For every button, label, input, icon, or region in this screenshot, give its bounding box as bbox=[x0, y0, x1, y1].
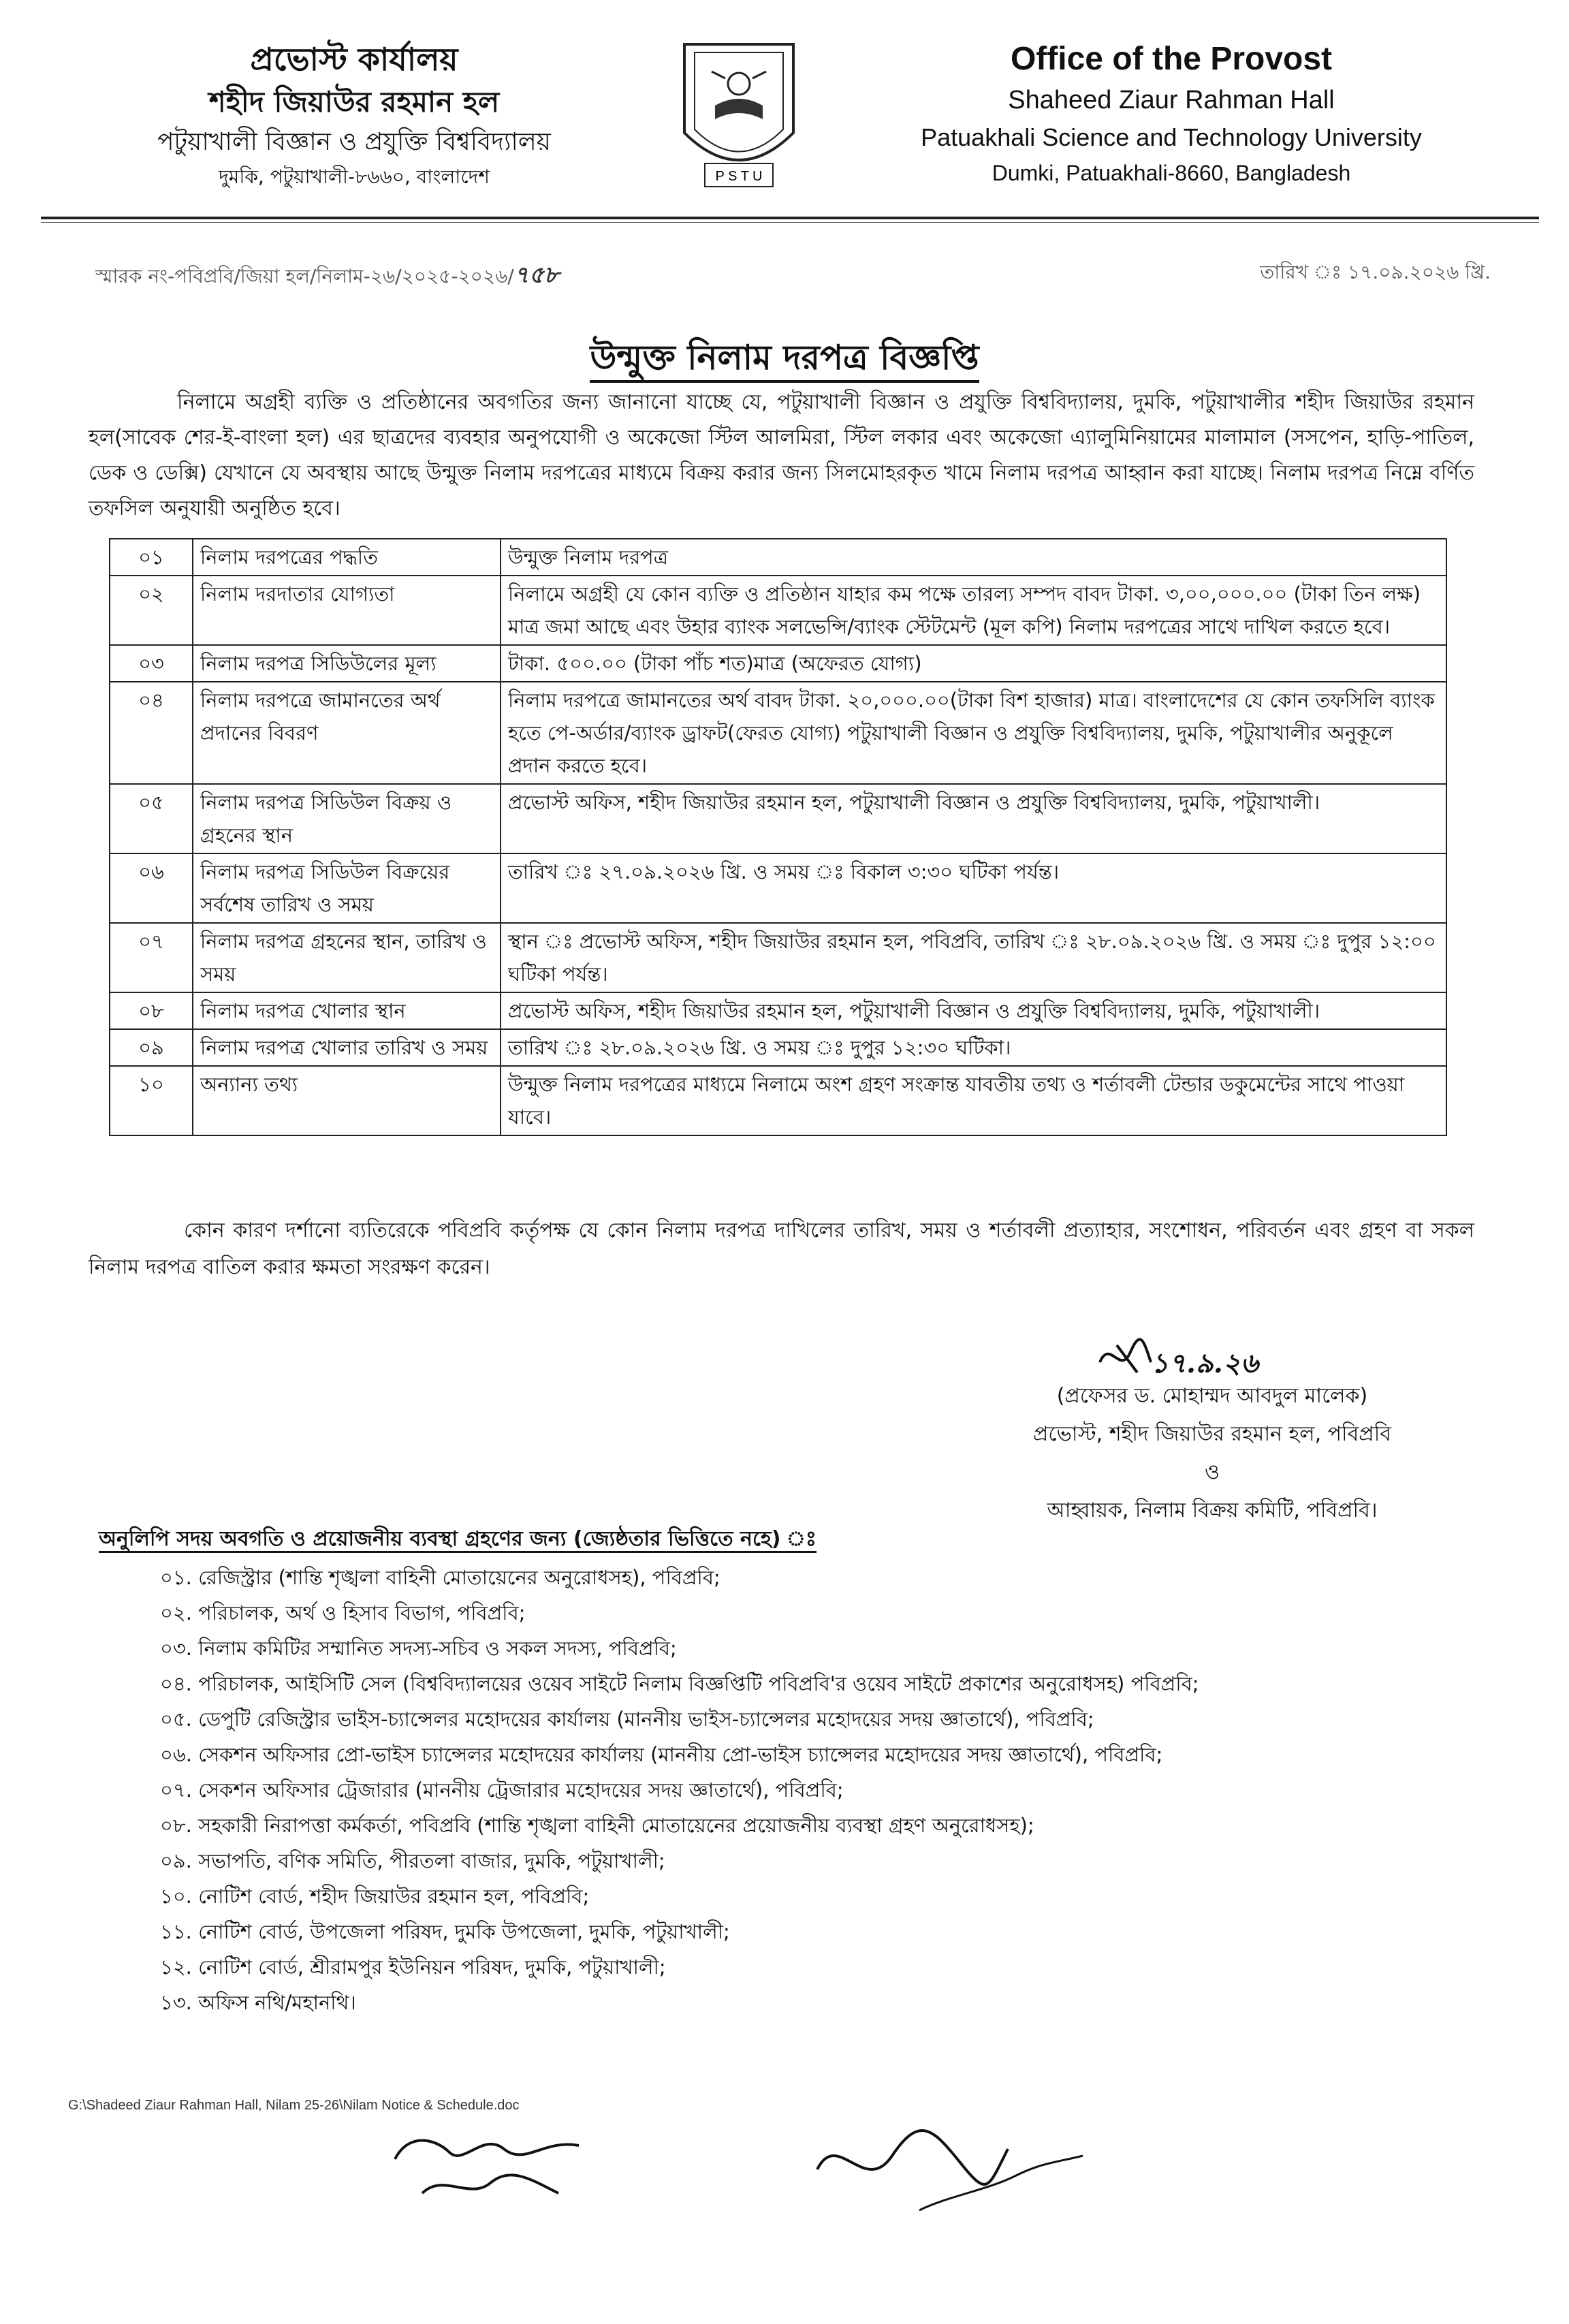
header-divider-thin bbox=[41, 222, 1539, 223]
signatory-name: (প্রফেসর ড. মোহাম্মদ আবদুল মালেক) bbox=[1056, 1384, 1368, 1408]
row-label: নিলাম দরপত্রে জামানতের অর্থ প্রদানের বিবরণ bbox=[193, 682, 501, 784]
list-item: ১০. নোটিশ বোর্ড, শহীদ জিয়াউর রহমান হল, পবিপ্রবি; bbox=[160, 1885, 590, 1908]
schedule-table bbox=[109, 538, 1447, 1136]
second-signature-icon bbox=[810, 2115, 1096, 2224]
header-bangla bbox=[75, 37, 633, 193]
rights-reserved-paragraph: কোন কারণ দর্শানো ব্যতিরেকে পবিপ্রবি কর্তৃপক্ষ যে কোন নিলাম দরপত্র দাখিলের তারিখ, সময় ও শর্তাবলী প্রত্যাহার, সংশোধন, পরিবর্তন এবং গ্রহণ বা সকল নিলাম দরপত্র বাতিল করার ক্ষমতা সংরক্ষণ করেন। bbox=[89, 1219, 1474, 1279]
notice-title-text: উন্মুক্ত নিলাম দরপত্র বিজ্ঞপ্তি bbox=[590, 338, 979, 383]
row-number: ০৭ bbox=[110, 923, 193, 992]
row-value: তারিখ ঃ ২৭.০৯.২০২৬ খ্রি. ও সময় ঃ বিকাল ৩:৩০ ঘটিকা পর্যন্ত। bbox=[501, 853, 1446, 923]
notice-title bbox=[0, 332, 1569, 389]
row-value: উন্মুক্ত নিলাম দরপত্র bbox=[501, 539, 1446, 576]
row-number: ১০ bbox=[110, 1066, 193, 1135]
row-label: নিলাম দরপত্র খোলার স্থান bbox=[193, 992, 501, 1029]
row-label: নিলাম দরপত্রের পদ্ধতি bbox=[193, 539, 501, 576]
row-number: ০৯ bbox=[110, 1029, 193, 1066]
table-row bbox=[110, 784, 1446, 853]
table-row bbox=[110, 539, 1446, 576]
row-label: নিলাম দরপত্র খোলার তারিখ ও সময় bbox=[193, 1029, 501, 1066]
row-number: ০৩ bbox=[110, 645, 193, 682]
table-row bbox=[110, 1029, 1446, 1066]
intro-paragraph: নিলামে অগ্রহী ব্যক্তি ও প্রতিষ্ঠানের অবগতির জন্য জানানো যাচ্ছে যে, পটুয়াখালী বিজ্ঞান ও প্রযুক্তি বিশ্ববিদ্যালয়, দুমকি, পটুয়াখালীর শহীদ জিয়াউর রহমান হল(সাবেক শের-ই-বাংলা হল) এর ছাত্রদের ব্যবহার অনুপযোগী ও অকেজো স্টিল আলমিরা, স্টিল লকার এবং অকেজো এ্যালুমিনিয়ামের মালামাল (সসপেন, হাড়ি-পাতিল, ডেক ও ডেক্সি) যেখানে যে অবস্থায় আছে উন্মুক্ত নিলাম দরপত্রের মাধ্যমে বিক্রয় করার জন্য সিলমোহরকৃত খামে নিলাম দরপত্র আহ্বান করা যাচ্ছে। নিলাম দরপত্র নিম্নে বর্ণিত তফসিল অনুযায়ী অনুষ্ঠিত হবে। bbox=[89, 390, 1474, 520]
list-item: ০৩. নিলাম কমিটির সম্মানিত সদস্য-সচিব ও সকল সদস্য, পবিপ্রবি; bbox=[160, 1637, 677, 1660]
cc-list bbox=[160, 1560, 1495, 2020]
signatory-designation-2: আহ্বায়ক, নিলাম বিক্রয় কমিটি, পবিপ্রবি। bbox=[1047, 1498, 1378, 1522]
cc-heading-text: অনুলিপি সদয় অবগতি ও প্রয়োজনীয় ব্যবস্থা গ্রহণের জন্য (জ্যেষ্ঠতার ভিত্তিতে নহে) ঃ bbox=[99, 1527, 817, 1553]
row-number: ০৪ bbox=[110, 682, 193, 784]
memo-ref-text: স্মারক নং-পবিপ্রবি/জিয়া হল/নিলাম-২৬/২০২৫-২০২৬/ bbox=[95, 265, 514, 287]
header-english bbox=[858, 37, 1485, 190]
university-name-bn: পটুয়াখালী বিজ্ঞান ও প্রযুক্তি বিশ্ববিদ্যালয় bbox=[157, 128, 551, 156]
address-bn: দুমকি, পটুয়াখালী-৮৬৬০, বাংলাদেশ bbox=[219, 166, 490, 188]
hall-name-bn: শহীদ জিয়াউর রহমান হল bbox=[208, 85, 500, 119]
address-en: Dumki, Patuakhali-8660, Bangladesh bbox=[992, 161, 1351, 185]
list-item: ০৭. সেকশন অফিসার ট্রেজারার (মাননীয় ট্রেজারার মহোদয়ের সদয় জ্ঞাতার্থে), পবিপ্রবি; bbox=[160, 1778, 844, 1802]
list-item: ১৩. অফিস নথি/মহানথি। bbox=[160, 1991, 356, 2014]
row-value: প্রভোস্ট অফিস, শহীদ জিয়াউর রহমান হল, পটুয়াখালী বিজ্ঞান ও প্রযুক্তি বিশ্ববিদ্যালয়, দুমকি, পটুয়াখালী। bbox=[501, 992, 1446, 1029]
row-value: স্থান ঃ প্রভোস্ট অফিস, শহীদ জিয়াউর রহমান হল, পবিপ্রবি, তারিখ ঃ ২৮.০৯.২০২৬ খ্রি. ও সময় ঃ দুপুর ১২:০০ ঘটিকা পর্যন্ত। bbox=[501, 923, 1446, 992]
office-name-en: Office of the Provost bbox=[1010, 41, 1333, 77]
notice-date: তারিখ ঃ ১৭.০৯.২০২৬ খ্রি. bbox=[1260, 261, 1491, 283]
row-number: ০৬ bbox=[110, 853, 193, 923]
header-divider bbox=[41, 217, 1539, 219]
row-value: টাকা. ৫০০.০০ (টাকা পাঁচ শত)মাত্র (অফেরত যোগ্য) bbox=[501, 645, 1446, 682]
initial-signature-icon bbox=[381, 2118, 599, 2220]
file-path: G:\Shadeed Ziaur Rahman Hall, Nilam 25-26\Nilam Notice & Schedule.doc bbox=[68, 2098, 520, 2113]
row-number: ০৮ bbox=[110, 992, 193, 1029]
logo-text: P S T U bbox=[715, 169, 763, 184]
signature-date-handwritten: ১৭.৯.২৬ bbox=[1151, 1347, 1258, 1379]
list-item: ০৪. পরিচালক, আইসিটি সেল (বিশ্ববিদ্যালয়ের ওয়েব সাইটে নিলাম বিজ্ঞপ্তিটি পবিপ্রবি'র ওয়েব সাইটে প্রকাশের অনুরোধসহ) পবিপ্রবি; bbox=[160, 1672, 1199, 1695]
table-row bbox=[110, 1066, 1446, 1135]
list-item: ০৫. ডেপুটি রেজিস্ট্রার ভাইস-চ্যান্সেলর মহোদয়ের কার্যালয় (মাননীয় ভাইস-চ্যান্সেলর মহোদয়ের সদয় জ্ঞাতার্থে), পবিপ্রবি; bbox=[160, 1708, 1094, 1731]
memo-ref-handwritten: ৭৫৮ bbox=[513, 262, 559, 289]
list-item: ০৬. সেকশন অফিসার প্রো-ভাইস চ্যান্সেলর মহোদয়ের কার্যালয় (মাননীয় প্রো-ভাইস চ্যান্সেলর মহোদয়ের সদয় জ্ঞাতার্থে), পবিপ্রবি; bbox=[160, 1743, 1163, 1766]
list-item: ০৮. সহকারী নিরাপত্তা কর্মকর্তা, পবিপ্রবি (শান্তি শৃঙ্খলা বাহিনী মোতায়েনের প্রয়োজনীয় ব্যবস্থা গ্রহণ অনুরোধসহ); bbox=[160, 1814, 1034, 1837]
row-value: প্রভোস্ট অফিস, শহীদ জিয়াউর রহমান হল, পটুয়াখালী বিজ্ঞান ও প্রযুক্তি বিশ্ববিদ্যালয়, দুমকি, পটুয়াখালী। bbox=[501, 784, 1446, 853]
row-value: নিলামে অগ্রহী যে কোন ব্যক্তি ও প্রতিষ্ঠান যাহার কম পক্ষে তারল্য সম্পদ বাবদ টাকা. ৩,০০,০০০.০০ (টাকা তিন লক্ষ) মাত্র জমা আছে এবং উহার ব্যাংক সলভেন্সি/ব্যাংক স্টেটমেন্ট (মূল কপি) নিলাম দরপত্রের সাথে দাখিল করতে হবে। bbox=[501, 576, 1446, 645]
university-name-en: Patuakhali Science and Technology University bbox=[921, 123, 1422, 151]
table-row bbox=[110, 682, 1446, 784]
table-row bbox=[110, 992, 1446, 1029]
row-number: ০৫ bbox=[110, 784, 193, 853]
table-row bbox=[110, 576, 1446, 645]
cc-heading bbox=[99, 1522, 817, 1557]
row-label: নিলাম দরপত্র সিডিউল বিক্রয় ও গ্রহনের স্থান bbox=[193, 784, 501, 853]
row-value: উন্মুক্ত নিলাম দরপত্রের মাধ্যমে নিলামে অংশ গ্রহণ সংক্রান্ত যাবতীয় তথ্য ও শর্তাবলী টেন্ডার ডকুমেন্টের সাথে পাওয়া যাবে। bbox=[501, 1066, 1446, 1135]
memo-reference bbox=[95, 257, 559, 296]
signatory-conjunction: ও bbox=[1204, 1460, 1220, 1484]
row-number: ০২ bbox=[110, 576, 193, 645]
row-label: নিলাম দরদাতার যোগ্যতা bbox=[193, 576, 501, 645]
list-item: ০২. পরিচালক, অর্থ ও হিসাব বিভাগ, পবিপ্রবি; bbox=[160, 1601, 526, 1624]
row-value: তারিখ ঃ ২৮.০৯.২০২৬ খ্রি. ও সময় ঃ দুপুর ১২:৩০ ঘটিকা। bbox=[501, 1029, 1446, 1066]
signatory-designation: প্রভোস্ট, শহীদ জিয়াউর রহমান হল, পবিপ্রবি bbox=[1033, 1422, 1391, 1446]
list-item: ০১. রেজিস্ট্রার (শান্তি শৃঙ্খলা বাহিনী মোতায়েনের অনুরোধসহ), পবিপ্রবি; bbox=[160, 1566, 720, 1589]
university-logo-icon bbox=[664, 31, 814, 194]
list-item: ১১. নোটিশ বোর্ড, উপজেলা পরিষদ, দুমকি উপজেলা, দুমকি, পটুয়াখালী; bbox=[160, 1920, 730, 1943]
table-row bbox=[110, 853, 1446, 923]
row-label: নিলাম দরপত্র গ্রহনের স্থান, তারিখ ও সময় bbox=[193, 923, 501, 992]
list-item: ১২. নোটিশ বোর্ড, শ্রীরামপুর ইউনিয়ন পরিষদ, দুমকি, পটুয়াখালী; bbox=[160, 1956, 666, 1979]
office-name-bn: প্রভোস্ট কার্যালয় bbox=[250, 41, 458, 78]
row-number: ০১ bbox=[110, 539, 193, 576]
table-row bbox=[110, 923, 1446, 992]
row-label: অন্যান্য তথ্য bbox=[193, 1066, 501, 1135]
hall-name-en: Shaheed Ziaur Rahman Hall bbox=[1008, 86, 1335, 114]
list-item: ০৯. সভাপতি, বণিক সমিতি, পীরতলা বাজার, দুমকি, পটুয়াখালী; bbox=[160, 1849, 665, 1872]
signatory-block bbox=[940, 1377, 1485, 1530]
row-label: নিলাম দরপত্র সিডিউলের মূল্য bbox=[193, 645, 501, 682]
row-value: নিলাম দরপত্রে জামানতের অর্থ বাবদ টাকা. ২০,০০০.০০(টাকা বিশ হাজার) মাত্র। বাংলাদেশের যে কোন তফসিলি ব্যাংক হতে পে-অর্ডার/ব্যাংক ড্রাফট(ফেরত যোগ্য) পটুয়াখালী বিজ্ঞান ও প্রযুক্তি বিশ্ববিদ্যালয়, দুমকি, পটুয়াখালীর অনুকূলে প্রদান করতে হবে। bbox=[501, 682, 1446, 784]
row-label: নিলাম দরপত্র সিডিউল বিক্রয়ের সর্বশেষ তারিখ ও সময় bbox=[193, 853, 501, 923]
table-row bbox=[110, 645, 1446, 682]
